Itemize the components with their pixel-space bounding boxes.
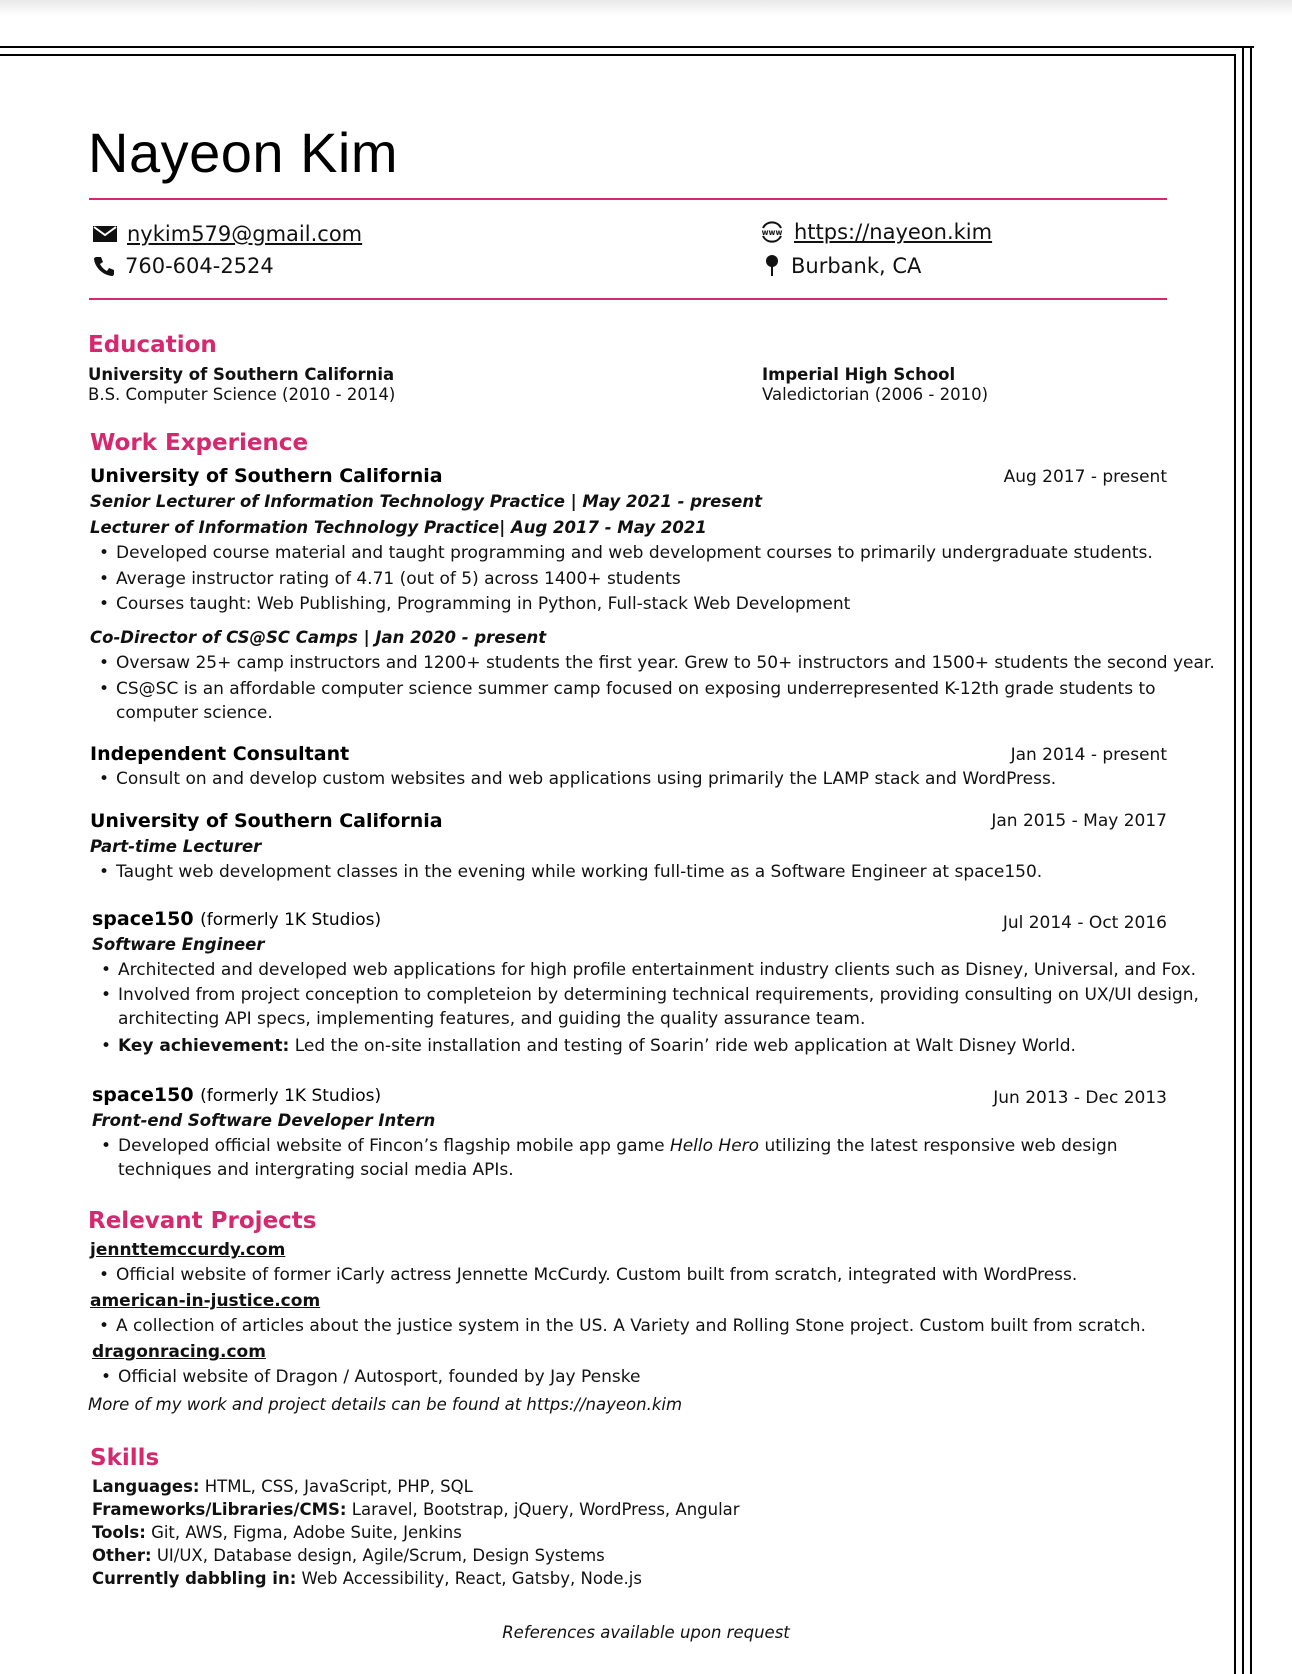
- project-link: dragonracing.com: [92, 1342, 266, 1362]
- job-bullet: • Involved from project conception to completeion by determining technical requirements, providing consulting on UX/UI design, architecting API specs, implementing features, and guiding the quality assurance team.: [100, 985, 1199, 1029]
- job-role: Software Engineer: [92, 935, 265, 954]
- phone-number: 760-604-2524: [125, 254, 274, 278]
- job-bullet: • Developed official website of Fincon’s flagship mobile app game Hello Hero utilizing the latest responsive web design techniques and intergrating social media APIs.: [100, 1136, 1118, 1180]
- job-bullet: • CS@SC is an affordable computer science summer camp focused on exposing underrepresented K-12th grade students to computer science.: [98, 679, 1156, 723]
- project-bullet: • Official website of Dragon / Autosport, founded by Jay Penske: [100, 1367, 641, 1387]
- skills-row: Frameworks/Libraries/CMS: Laravel, Bootstrap, jQuery, WordPress, Angular: [92, 1500, 740, 1519]
- job-subrole: Co-Director of CS@SC Camps | Jan 2020 - present: [90, 628, 547, 647]
- contact-location: [765, 253, 921, 279]
- work-heading: Work Experience: [90, 430, 309, 456]
- education-detail: B.S. Computer Science (2010 - 2014): [88, 385, 396, 404]
- project-link: american-in-justice.com: [90, 1291, 321, 1311]
- projects-note: More of my work and project details can be found at https://nayeon.kim: [88, 1395, 683, 1414]
- phone-icon: [93, 256, 115, 276]
- job-dates: Jul 2014 - Oct 2016: [1002, 913, 1167, 933]
- envelope-icon: [93, 226, 117, 242]
- job-role: Senior Lecturer of Information Technology Practice | May 2021 - present: [90, 492, 763, 511]
- email-link[interactable]: nykim579@gmail.com: [127, 222, 363, 246]
- job-bullet: • Courses taught: Web Publishing, Programming in Python, Full-stack Web Development: [98, 594, 851, 614]
- project-bullet: • A collection of articles about the justice system in the US. A Variety and Rolling Stone project. Custom built from scratch.: [98, 1316, 1146, 1336]
- skills-heading: Skills: [90, 1445, 160, 1471]
- education-heading: Education: [88, 332, 217, 358]
- svg-text:www: www: [761, 228, 783, 237]
- job-bullet: • Average instructor rating of 4.71 (out of 5) across 1400+ students: [98, 569, 681, 589]
- job-dates: Jan 2015 - May 2017: [991, 811, 1167, 831]
- job-role: Part-time Lecturer: [90, 837, 262, 856]
- job-bullet: • Architected and developed web applications for high profile entertainment industry clients such as Disney, Universal, and Fox.: [100, 960, 1197, 980]
- job-org: University of Southern California: [90, 465, 443, 487]
- job-dates: Jun 2013 - Dec 2013: [993, 1088, 1167, 1108]
- page-frame-line: [1234, 54, 1236, 1674]
- job-dates: Jan 2014 - present: [1010, 745, 1167, 765]
- page-frame-line: [0, 54, 1236, 56]
- job-org: space150 (formerly 1K Studios): [92, 1084, 382, 1106]
- header-rule-top: [89, 198, 1167, 200]
- location-text: Burbank, CA: [791, 254, 922, 278]
- resume-name: Nayeon Kim: [88, 121, 399, 184]
- job-dates: Aug 2017 - present: [1003, 467, 1167, 487]
- education-school: University of Southern California: [88, 365, 395, 384]
- map-pin-icon: [765, 255, 779, 277]
- skills-row: Tools: Git, AWS, Figma, Adobe Suite, Jenkins: [92, 1523, 462, 1542]
- contact-email: [93, 221, 362, 247]
- job-org: space150 (formerly 1K Studios): [92, 908, 382, 930]
- header-rule-bottom: [89, 298, 1167, 300]
- contact-phone: [93, 253, 274, 279]
- project-link: jennttemccurdy.com: [90, 1240, 286, 1260]
- www-globe-icon: [760, 220, 784, 244]
- job-bullet: • Consult on and develop custom websites and web applications using primarily the LAMP stack and WordPress.: [98, 769, 1057, 789]
- skills-row: Currently dabbling in: Web Accessibility, React, Gatsby, Node.js: [92, 1569, 642, 1588]
- viewer-top-shadow: [0, 0, 1292, 16]
- page-frame-line: [1242, 46, 1244, 1674]
- projects-heading: Relevant Projects: [88, 1208, 317, 1234]
- job-bullet: • Key achievement: Led the on-site installation and testing of Soarin’ ride web application at Walt Disney World.: [100, 1036, 1076, 1056]
- skills-row: Other: UI/UX, Database design, Agile/Scrum, Design Systems: [92, 1546, 605, 1565]
- contact-website: [760, 219, 992, 245]
- job-bullet: • Developed course material and taught programming and web development courses to primarily undergraduate students.: [98, 543, 1153, 563]
- education-school: Imperial High School: [762, 365, 956, 384]
- page-frame-line: [1250, 46, 1252, 1674]
- page-frame-line: [0, 46, 1254, 48]
- education-detail: Valedictorian (2006 - 2010): [762, 385, 989, 404]
- job-role: Lecturer of Information Technology Practice| Aug 2017 - May 2021: [90, 518, 707, 537]
- job-role: Front-end Software Developer Intern: [92, 1111, 436, 1130]
- project-bullet: • Official website of former iCarly actress Jennette McCurdy. Custom built from scratch, integrated with WordPress.: [98, 1265, 1078, 1285]
- job-bullet: • Oversaw 25+ camp instructors and 1200+ students the first year. Grew to 50+ instructors and 1500+ students the second year.: [98, 653, 1215, 673]
- references-note: References available upon request: [502, 1623, 790, 1642]
- job-org: University of Southern California: [90, 810, 443, 832]
- website-link[interactable]: https://nayeon.kim: [794, 220, 993, 244]
- job-bullet: • Taught web development classes in the evening while working full-time as a Software Engineer at space150.: [98, 862, 1043, 882]
- skills-row: Languages: HTML, CSS, JavaScript, PHP, SQL: [92, 1477, 473, 1496]
- job-org: Independent Consultant: [90, 743, 350, 765]
